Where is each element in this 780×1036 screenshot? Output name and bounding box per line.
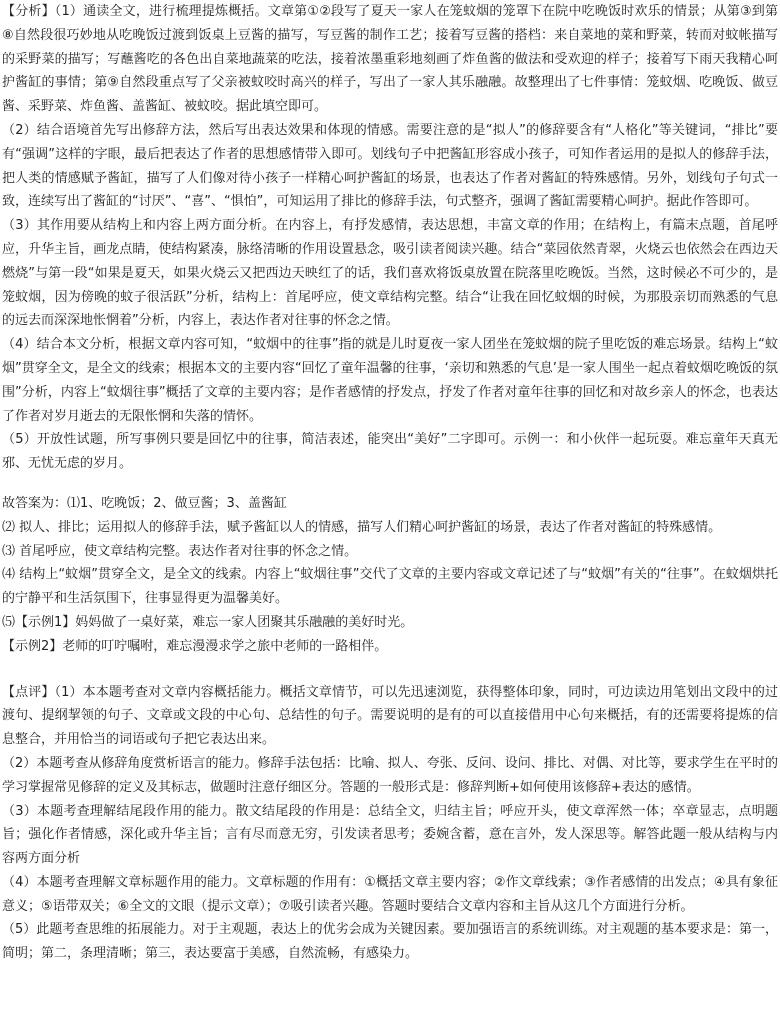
spacer [2,659,778,681]
answer-section [2,492,778,659]
answer-paragraph: ⑷ 结构上“蚊烟”贯穿全文，是全文的线索。内容上“蚊烟往事”交代了文章的主要内容或文章记述了与“蚊烟”有关的“往事”。在蚊烟烘托的宁静平和生活氛围下，往事显得更为温馨美好。 [2,567,778,607]
answer-paragraph: 故答案为：⑴1、吃晚饭；2、做豆酱；3、盖酱缸 [2,495,287,511]
analysis-paragraph: （5）开放性试题，所写事例只要是回忆中的往事，简洁表述，能突出“美好”二字即可。示例一：和小伙伴一起玩耍。难忘童年天真无邪、无忧无虑的岁月。 [2,432,778,472]
comment-paragraph: 【点评】（1）本本题考查对文章内容概括能力。概括文章情节，可以先迅速浏览，获得整体印象，同时，可边读边用笔划出文段中的过渡句、提纲挈领的句子、文章或文段的中心句、总结性的句子。需要说明的是有的可以直接借用中心句来概括，有的还需要将提炼的信息整合，并用恰当的词语或句子把它表达出来。 [2,684,778,748]
spacer [2,476,778,492]
answer-paragraph: ⑸【示例1】妈妈做了一桌好菜，难忘一家人团聚其乐融融的美好时光。 [2,614,414,630]
analysis-section [2,0,778,476]
comment-paragraph: （4）本题考查理解文章标题作用的能力。文章标题的作用有：①概括文章主要内容；②作文章线索；③作者感情的出发点；④具有象征意义；⑤语带双关；⑥全文的文眼（提示文章）；⑦吸引读者兴趣。答题时要结合文章内容和主旨从这几个方面进行分析。 [2,874,778,914]
comment-section [2,681,778,967]
answer-paragraph: 【示例2】老师的叮咛嘱咐，难忘漫漫求学之旅中老师的一路相伴。 [2,638,388,654]
analysis-paragraph: 【分析】（1）通读全文，进行梳理提炼概括。文章第①②段写了夏天一家人在笼蚊烟的笼罩下在院中吃晚饭时欢乐的情景；从第③到第⑧自然段很巧妙地从吃晚饭过渡到饭桌上豆酱的描写，写豆酱的制作工艺；接着写豆酱的搭档：来自菜地的菜和野菜，转而对蚊帐描写的采野菜的描写；写蘸酱吃的各色出自菜地蔬菜的吃法，接着浓墨重彩地刻画了炸鱼酱的做法和受欢迎的样子；接着写下雨天我精心呵护酱缸的事情；第⑨自然段重点写了父亲被蚊咬时高兴的样子，写出了一家人其乐融融。故整理出了七件事情：笼蚊烟、吃晚饭、做豆酱、采野菜、炸鱼酱、盖酱缸、被蚊咬。据此填空即可。 [2,4,778,115]
comment-paragraph: （2）本题考查从修辞角度赏析语言的能力。修辞手法包括：比喻、拟人、夸张、反问、设问、排比、对偶、对比等，要求学生在平时的学习掌握常见修辞的定义及其标志，做题时注意仔细区分。答题的一般形式是：修辞判断+如何使用该修辞+表达的感情。 [2,755,778,795]
analysis-paragraph: （2）结合语境首先写出修辞方法，然后写出表达效果和体现的情感。需要注意的是“拟人”的修辞要含有“人格化”等关键词，“排比”要有“强调”这样的字眼，最后把表达了作者的思想感情带入即可。划线句子中把酱缸形容成小孩子，可知作者运用的是拟人的修辞手法，把人类的情感赋予酱缸，描写了人们像对待小孩子一样精心呵护酱缸的场景，也表达了作者对酱缸的特殊感情。另外，划线句子句式一致，连续写出了酱缸的“讨厌”、“喜”、“惧怕”，可知运用了排比的修辞手法，句式整齐，强调了酱缸需要精心呵护。据此作答即可。 [2,122,778,210]
answer-paragraph: ⑶ 首尾呼应，使文章结构完整。表达作者对往事的怀念之情。 [2,543,358,559]
comment-paragraph: （3）本题考查理解结尾段作用的能力。散文结尾段的作用是：总结全文，归结主旨；呼应开头，使文章浑然一体；卒章显志，点明题旨；强化作者情感，深化或升华主旨；言有尽而意无穷，引发读者思考；委婉含蓄，意在言外，发人深思等。解答此题一般从结构与内容两方面分析 [2,803,778,867]
answer-paragraph: ⑵ 拟人、排比；运用拟人的修辞手法，赋予酱缸以人的情感，描写人们精心呵护酱缸的场景，表达了作者对酱缸的特殊感情。 [2,519,722,535]
analysis-paragraph: （4）结合本文分析，根据文章内容可知，“蚊烟中的往事”指的就是儿时夏夜一家人团坐在笼蚊烟的院子里吃饭的难忘场景。结构上“蚊烟”贯穿全文，是全文的线索；根据本文的主要内容“回忆了童年温馨的往事，‘亲切和熟悉的气息’是一家人围坐一起点着蚊烟吃晚饭的氛围”分析，内容上“蚊烟往事”概括了文章的主要内容；是作者感情的抒发点，抒发了作者对童年往事的回忆和对故乡亲人的怀念，也表达了作者对岁月逝去的无限怅惘和失落的情怀。 [2,337,778,424]
comment-paragraph: （5）此题考查思维的拓展能力。对于主观题，表达上的优劣会成为关键因素。要加强语言的系统训练。对主观题的基本要求是：第一，简明；第二，条理清晰；第三，表达要富于美感，自然流畅，有感染力。 [2,922,778,962]
analysis-paragraph: （3）其作用要从结构上和内容上两方面分析。在内容上，有抒发感情，表达思想，丰富文章的作用；在结构上，有篇末点题，首尾呼应，升华主旨，画龙点睛，使结构紧凑，脉络清晰的作用设置悬念，吸引读者阅读兴趣。结合“菜园依然青翠，火烧云也依然会在西边天燃烧”与第一段“如果是夏天，如果火烧云又把西边天映红了的话，我们喜欢将饭桌放置在院落里吃晚饭。当然，这时候必不可少的，是笼蚊烟，因为傍晚的蚊子很活跃”分析，结构上：首尾呼应，使文章结构完整。结合“让我在回忆蚊烟的时候，为那股亲切而熟悉的气息的远去而深深地怅惘着”分析，内容上，表达作者对往事的怀念之情。 [2,218,778,329]
